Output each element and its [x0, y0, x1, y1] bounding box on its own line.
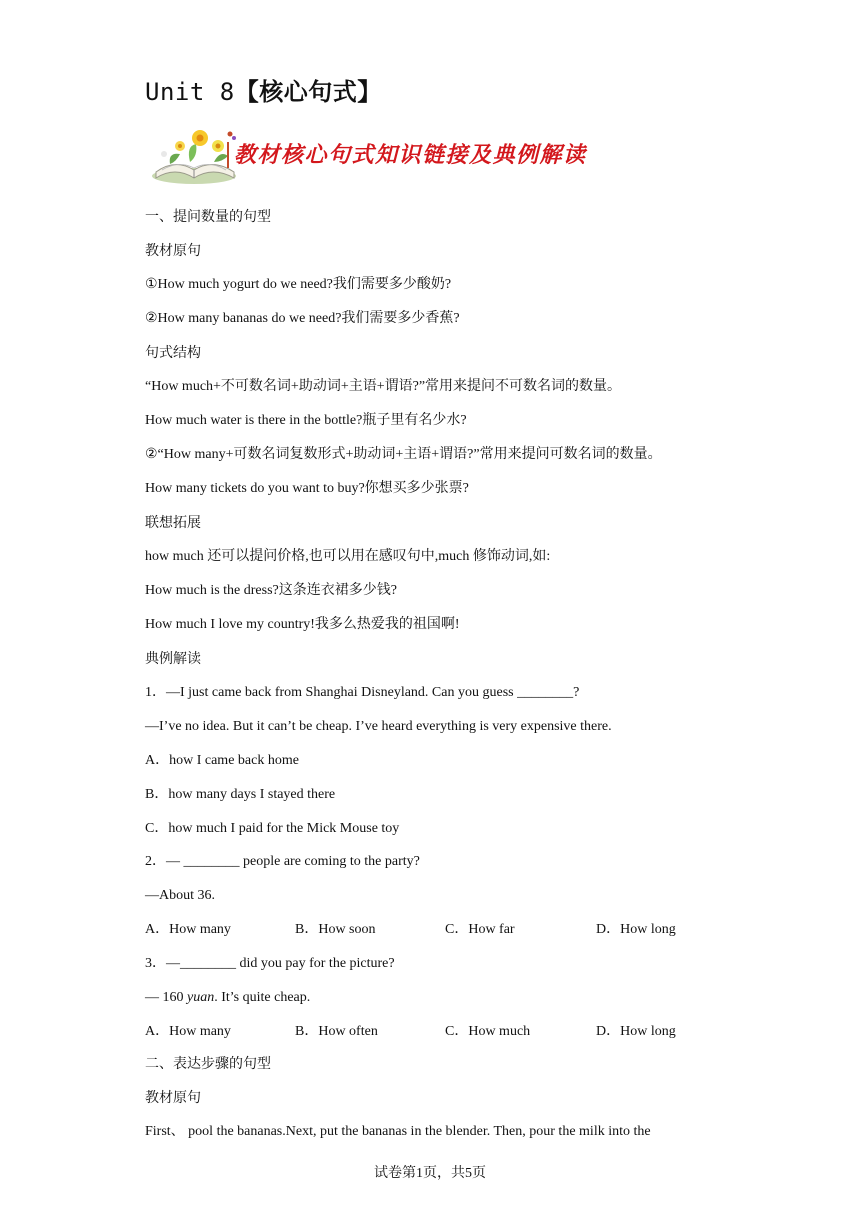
question-3-option-d: D．How long — [596, 1024, 676, 1039]
extend-line-1: how much 还可以提问价格,也可以用在感叹句中,much 修饰动词,如: — [145, 549, 551, 564]
question-3-option-a: A．How many — [145, 1024, 231, 1039]
question-3-reply-post: . It’s quite cheap. — [214, 990, 311, 1005]
question-2-option-b: B．How soon — [295, 922, 376, 937]
question-2-option-c: C．How far — [445, 922, 515, 937]
section2-line-1: First、 pool the bananas.Next, put the bananas in the blender. Then, pour the milk into the — [145, 1124, 651, 1139]
extend-line-3: How much I love my country!我多么热爱我的祖国啊! — [145, 617, 460, 632]
section1-extend-label: 联想拓展 — [145, 515, 201, 531]
structure-2: ②“How many+可数名词复数形式+助动词+主语+谓语?”常用来提问可数名词的数量。 — [145, 447, 662, 462]
question-3-option-b: B．How often — [295, 1024, 378, 1039]
section2-textbook-label: 教材原句 — [145, 1090, 201, 1106]
section-banner — [150, 124, 595, 186]
question-3-stem: 3．—________ did you pay for the picture? — [145, 956, 395, 971]
question-3-reply-em: yuan — [187, 990, 215, 1005]
structure-1-example: How much water is there in the bottle?瓶子里有名少水? — [145, 413, 467, 428]
title-bracket: 【核心句式】 — [234, 78, 382, 106]
extend-line-2: How much is the dress?这条连衣裙多少钱? — [145, 583, 397, 598]
section1-heading: 一、提问数量的句型 — [145, 209, 271, 225]
structure-2-example: How many tickets do you want to buy?你想买多少张票? — [145, 481, 469, 496]
banner-text: 教材核心句式知识链接及典例解读 — [234, 142, 587, 168]
question-1-option-b: B．how many days I stayed there — [145, 787, 336, 802]
section2-heading: 二、表达步骤的句型 — [145, 1056, 271, 1072]
question-3-reply-pre: — 160 — [145, 990, 187, 1005]
question-1-option-c: C．how much I paid for the Mick Mouse toy — [145, 821, 400, 836]
question-1-reply: —I’ve no idea. But it can’t be cheap. I’ve heard everything is very expensive there. — [145, 719, 612, 734]
question-1-stem: 1．—I just came back from Shanghai Disneyland. Can you guess ________? — [145, 685, 580, 700]
section1-structure-label: 句式结构 — [145, 345, 201, 361]
question-2-stem: 2．— ________ people are coming to the party? — [145, 854, 420, 869]
title-unit: Unit 8 — [145, 78, 235, 106]
section1-example-1: ①How much yogurt do we need?我们需要多少酸奶? — [145, 277, 452, 292]
section1-examples-label: 典例解读 — [145, 651, 201, 667]
question-3-reply — [145, 989, 310, 1007]
question-3-option-c: C．How much — [445, 1024, 531, 1039]
question-2-reply: —About 36. — [145, 888, 215, 903]
divider-bar-icon — [224, 136, 232, 176]
question-2-option-d: D．How long — [596, 922, 676, 937]
question-2-option-a: A．How many — [145, 922, 231, 937]
page-footer: 试卷第1页，共5页 — [374, 1166, 486, 1181]
section1-textbook-label: 教材原句 — [145, 243, 201, 259]
section1-example-2: ②How many bananas do we need?我们需要多少香蕉? — [145, 311, 460, 326]
page-title — [145, 72, 382, 107]
question-1-option-a: A．how I came back home — [145, 753, 299, 768]
structure-1: “How much+不可数名词+助动词+主语+谓语?”常用来提问不可数名词的数量。 — [145, 379, 622, 394]
